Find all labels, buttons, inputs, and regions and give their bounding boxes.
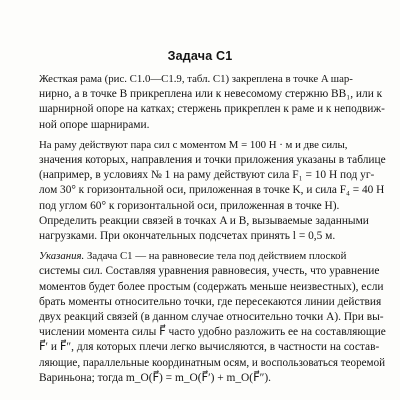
text-line: двух реакций связей (в данном случае относительно точки A). При вы- bbox=[39, 311, 384, 324]
text-line: брать моменты относительно точки, где пересекаются линии действия bbox=[39, 295, 382, 308]
text-line: ляющие, параллельные координатным осям, и воспользоваться теоремой bbox=[39, 356, 386, 369]
text-line: нирно, а в точке B прикреплена или к невесомому стержню BB₁, или к bbox=[39, 88, 383, 101]
text-line: значения которых, направления и точки приложения указаны в таблице bbox=[39, 154, 386, 167]
paragraph-problem-statement bbox=[22, 72, 386, 133]
text-line: числении момента силы F⃗ часто удобно разложить ее на составляющие bbox=[39, 326, 386, 339]
text-line-content: Задача С1 — на равновесие тела под действием плоской bbox=[84, 250, 347, 263]
text-line: нагрузками. При окончательных подсчетах принять l = 0,5 м. bbox=[39, 230, 336, 243]
hints-label: Указания. bbox=[39, 250, 85, 263]
text-line: под углом 60° к горизонтальной оси, приложенная в точке H). bbox=[39, 199, 340, 212]
text-line: шарнирной опоре на катках; стержень прикреплен к раме и к неподвиж- bbox=[39, 103, 385, 116]
page-title: Задача С1 bbox=[167, 49, 233, 63]
paragraph-hints bbox=[22, 249, 386, 386]
document-body bbox=[22, 72, 386, 386]
paragraph-loads bbox=[22, 138, 386, 244]
text-line: (например, в условиях № 1 на раму действуют сила F₁ = 10 Н под уг- bbox=[39, 169, 375, 182]
text-line: На раму действуют пара сил с моментом M = 100 Н · м и две силы, bbox=[39, 138, 348, 151]
text-line: Вариньона; тогда m_O(F⃗) = m_O(F⃗′) + m_O(F⃗″). bbox=[39, 371, 272, 384]
text-line: системы сил. Составляя уравнения равновесия, учесть, что уравнение bbox=[39, 265, 380, 278]
text-line: F⃗′ и F⃗″, для которых плечи легко вычисляются, в частности на состав- bbox=[39, 341, 380, 354]
text-line: ной опоре шарнирами. bbox=[39, 118, 150, 131]
text-line bbox=[22, 249, 386, 264]
text-line: моментов будет более простым (содержать меньше неизвестных), если bbox=[39, 280, 384, 293]
text-line: лом 30° к горизонтальной оси, приложенная в точке K, и сила F₄ = 40 Н bbox=[39, 184, 385, 197]
text-line: Определить реакции связей в точках A и B, вызываемые заданными bbox=[39, 214, 369, 227]
text-line: Жесткая рама (рис. С1.0—С1.9, табл. С1) закреплена в точке A шар- bbox=[39, 73, 353, 85]
